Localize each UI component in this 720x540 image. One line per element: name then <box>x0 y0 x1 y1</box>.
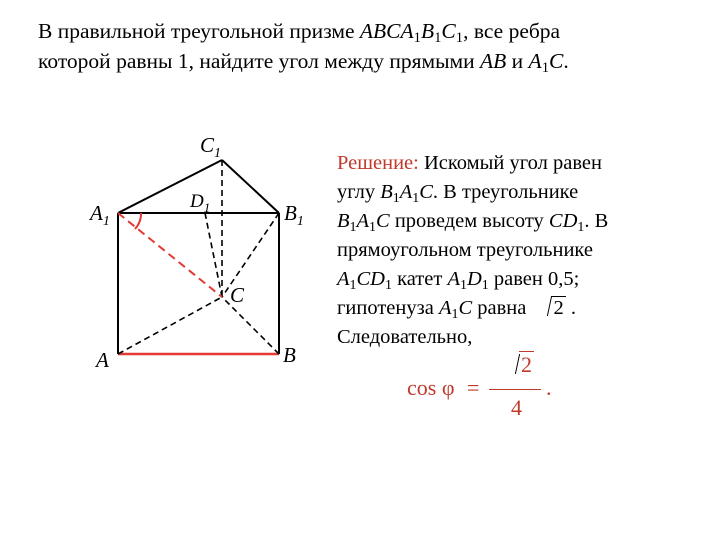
problem-line2-and: и <box>506 49 529 73</box>
solution-l5-mid: катет <box>391 268 448 290</box>
edge-c1-b1 <box>222 160 279 213</box>
solution-line-3 <box>337 207 667 236</box>
sym-b1-sub: 1 <box>392 190 400 206</box>
sym-c: C <box>376 210 390 232</box>
solution-l6-end: . <box>565 297 576 319</box>
cos-formula <box>407 352 567 432</box>
sym-a1-sub: 1 <box>459 277 467 293</box>
sym-b1: B <box>380 181 393 203</box>
label-d1: $D_1$ <box>190 191 211 215</box>
problem-line1-prefix: В правильной треугольной призме <box>38 19 360 43</box>
sym-c: C <box>419 181 433 203</box>
height-c-d1 <box>205 213 222 297</box>
solution-l1: Искомый угол равен <box>418 152 602 174</box>
label-a1: $A_1$ <box>90 201 110 229</box>
solution-l5-end: равен 0,5; <box>488 268 580 290</box>
formula-numerator <box>505 352 534 378</box>
problem-line2-prefix: которой равны 1, найдите угол между прямыми <box>38 49 480 73</box>
prism-c: C <box>441 19 456 43</box>
solution-l7-text: Следовательно, <box>337 326 473 348</box>
sym-a1: A <box>447 268 460 290</box>
solution-line-1 <box>337 149 667 178</box>
sym-b1: B <box>337 210 350 232</box>
sym-a1-sub: 1 <box>412 190 420 206</box>
line-ab: AB <box>480 49 507 73</box>
prism-sub-2: 1 <box>434 30 442 47</box>
sym-a1: A <box>399 181 413 203</box>
prism-sub-1: 1 <box>413 30 421 47</box>
label-a: A <box>96 348 109 372</box>
line-a1-c: C <box>549 49 564 73</box>
prism-sub-3: 1 <box>455 30 464 47</box>
sym-cd-sub: 1 <box>577 219 585 235</box>
solution-line-4 <box>337 236 667 265</box>
solution-line-7 <box>337 323 667 352</box>
sym-c: C <box>458 297 473 319</box>
problem-line1-suffix: , все ребра <box>463 19 561 43</box>
line-a1-sub: 1 <box>541 60 549 77</box>
sqrt-expression <box>537 294 565 323</box>
label-b1: $B_1$ <box>284 201 304 229</box>
solution-line-6 <box>337 294 667 323</box>
sym-cd: CD <box>356 268 385 290</box>
sym-a1: A <box>438 297 452 319</box>
solution-l6-text: гипотенуза <box>337 297 439 319</box>
line-a1: A <box>528 49 542 73</box>
solution-l2-rest: . В треугольнике <box>432 181 579 203</box>
diag-a1-c <box>118 213 222 297</box>
formula-denominator: 4 <box>511 395 522 420</box>
sym-b1-sub: 1 <box>349 219 357 235</box>
formula-equals: = <box>467 375 480 400</box>
label-b: B <box>283 343 296 367</box>
edge-a-c <box>118 297 222 354</box>
sym-d-sub: 1 <box>481 277 489 293</box>
solution-l6-mid: равна <box>472 297 532 319</box>
angle-arc <box>135 213 141 229</box>
solution-line-5 <box>337 265 667 294</box>
sym-cd-sub: 1 <box>384 277 392 293</box>
sym-a1: A <box>337 268 350 290</box>
sym-a1-sub: 1 <box>349 277 357 293</box>
sym-d: D <box>466 268 482 290</box>
label-c: C <box>230 283 245 307</box>
sym-a1-sub: 1 <box>451 306 459 322</box>
solution-l3-mid: проведем высоту <box>389 210 549 232</box>
solution-l2-text: углу <box>337 181 381 203</box>
solution-l4-text: прямоугольном треугольнике <box>337 239 593 261</box>
formula-numerator-radicand: 2 <box>521 352 532 377</box>
label-c1: $C_1$ <box>200 133 222 161</box>
solution-heading: Решение: <box>337 152 419 174</box>
formula-end: . <box>546 375 552 400</box>
sqrt-radicand: 2 <box>553 297 564 319</box>
problem-line2-end: . <box>563 49 569 73</box>
formula-lhs: cos φ <box>407 375 455 400</box>
solution-line-2 <box>337 178 667 207</box>
sym-a1: A <box>356 210 370 232</box>
solution-l3-end: . В <box>584 210 609 232</box>
sym-cd: CD <box>548 210 578 232</box>
prism-b: B <box>420 19 435 43</box>
sym-a1-sub: 1 <box>369 219 376 235</box>
prism-name: ABCA <box>359 19 414 43</box>
fraction-bar <box>489 389 541 390</box>
solution-text <box>337 149 667 352</box>
